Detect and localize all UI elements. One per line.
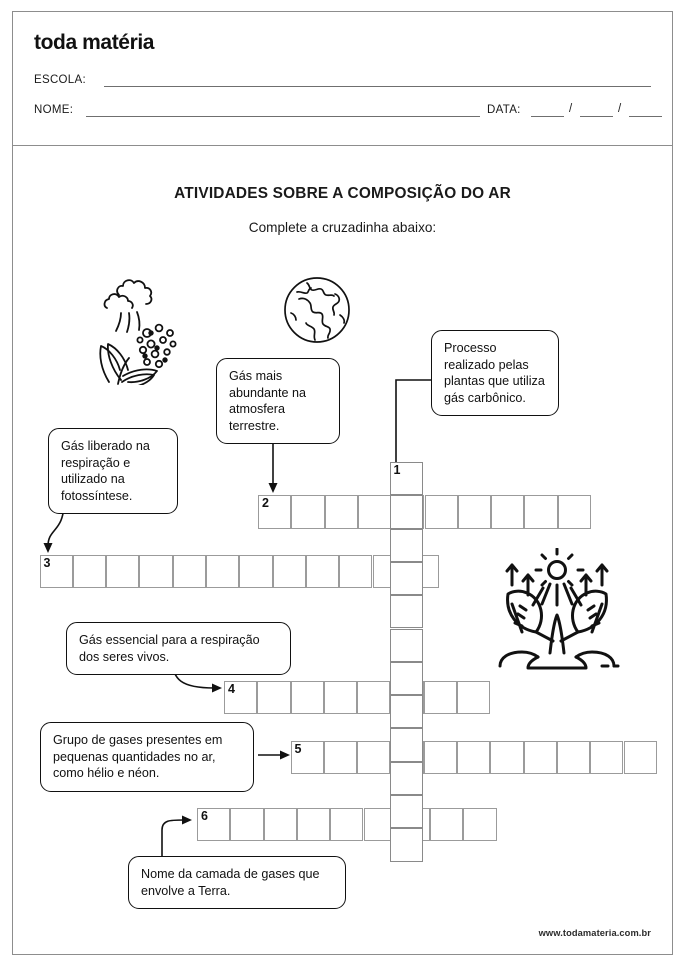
clue-box-oxygen-release: Gás liberado na respiração e utilizado na fotossíntese. — [48, 428, 178, 514]
connector-clue-noble-gases — [258, 745, 298, 765]
crossword-cell-4-2[interactable] — [257, 681, 290, 714]
crossword-cell-2-10[interactable] — [558, 495, 591, 528]
plant-sun-photosynthesis-icon — [490, 548, 624, 670]
crossword-number-2: 2 — [262, 496, 269, 511]
crossword-cell-4-3[interactable] — [291, 681, 324, 714]
crossword-cell-1-11[interactable] — [390, 795, 423, 828]
crossword-cell-5-11[interactable] — [624, 741, 657, 774]
crossword-cell-3-1[interactable] — [40, 555, 73, 588]
connector-clue-most-abundant — [264, 443, 284, 498]
crossword-cell-6-3[interactable] — [264, 808, 297, 841]
crossword-cell-2-2[interactable] — [291, 495, 324, 528]
page-subtitle: Complete a cruzadinha abaixo: — [248, 220, 437, 235]
globe-earth-icon — [277, 270, 357, 350]
clue-box-atmosphere-layer: Nome da camada de gases que envolve a Terra. — [128, 856, 346, 909]
crossword-cell-3-4[interactable] — [139, 555, 172, 588]
date-slash-1: / — [569, 103, 573, 115]
crossword-cell-1-12[interactable] — [390, 828, 423, 861]
crossword-cell-1-8[interactable] — [390, 695, 423, 728]
school-input-line[interactable] — [104, 86, 651, 87]
crossword-cell-3-3[interactable] — [106, 555, 139, 588]
date-slash-2: / — [618, 103, 622, 115]
clue-box-photosynthesis: Processo realizado pelas plantas que utiliza gás carbônico. — [431, 330, 559, 416]
crossword-cell-5-9[interactable] — [557, 741, 590, 774]
date-year-line[interactable] — [629, 116, 662, 117]
crossword-cell-6-8[interactable] — [430, 808, 463, 841]
crossword-cell-6-5[interactable] — [330, 808, 363, 841]
name-label: NOME: — [34, 104, 74, 116]
crossword-cell-5-10[interactable] — [590, 741, 623, 774]
crossword-cell-5-2[interactable] — [324, 741, 357, 774]
crossword-number-1: 1 — [393, 463, 401, 477]
crossword-number-3: 3 — [43, 556, 51, 570]
crossword-cell-2-1[interactable] — [258, 495, 291, 528]
crossword-number-5: 5 — [294, 742, 302, 756]
clue-box-essential-breathing: Gás essencial para a respiração dos seres vivos. — [66, 622, 291, 675]
crossword-cell-2-3[interactable] — [325, 495, 358, 528]
date-label: DATA: — [487, 104, 521, 116]
page-title: ATIVIDADES SOBRE A COMPOSIÇÃO DO AR — [174, 185, 511, 202]
name-input-line[interactable] — [86, 116, 480, 117]
crossword-cell-5-8[interactable] — [524, 741, 557, 774]
crossword-cell-2-8[interactable] — [491, 495, 524, 528]
date-month-line[interactable] — [580, 116, 613, 117]
crossword-cell-1-9[interactable] — [390, 728, 423, 761]
crossword-cell-1-1[interactable] — [390, 462, 423, 495]
crossword-cell-3-8[interactable] — [273, 555, 306, 588]
crossword-cell-3-2[interactable] — [73, 555, 106, 588]
crossword-cell-3-10[interactable] — [339, 555, 372, 588]
crossword-cell-4-8[interactable] — [457, 681, 490, 714]
crossword-cell-5-3[interactable] — [357, 741, 390, 774]
clue-box-most-abundant: Gás mais abundante na atmosfera terrestre. — [216, 358, 340, 444]
crossword-cell-3-5[interactable] — [173, 555, 206, 588]
crossword-cell-6-4[interactable] — [297, 808, 330, 841]
crossword-cell-2-4[interactable] — [358, 495, 391, 528]
crossword-cell-1-2[interactable] — [390, 495, 423, 528]
crossword-cell-5-6[interactable] — [457, 741, 490, 774]
brand-logo: toda matéria — [34, 31, 155, 54]
crossword-cell-2-6[interactable] — [425, 495, 458, 528]
header-divider — [12, 145, 673, 146]
crossword-cell-4-4[interactable] — [324, 681, 357, 714]
crossword-cell-6-2[interactable] — [230, 808, 263, 841]
flower-pollen-icon — [85, 270, 200, 385]
crossword-cell-4-5[interactable] — [357, 681, 390, 714]
crossword-cell-4-7[interactable] — [424, 681, 457, 714]
footer-url: www.todamateria.com.br — [538, 928, 651, 938]
crossword-cell-1-3[interactable] — [390, 529, 423, 562]
crossword-cell-1-4[interactable] — [390, 562, 423, 595]
school-label: ESCOLA: — [34, 74, 86, 86]
crossword-cell-3-7[interactable] — [239, 555, 272, 588]
crossword-cell-2-7[interactable] — [458, 495, 491, 528]
date-day-line[interactable] — [531, 116, 564, 117]
crossword-cell-5-7[interactable] — [490, 741, 523, 774]
crossword-cell-3-9[interactable] — [306, 555, 339, 588]
crossword-cell-1-7[interactable] — [390, 662, 423, 695]
crossword-cell-1-5[interactable] — [390, 595, 423, 628]
clue-box-noble-gases: Grupo de gases presentes em pequenas quantidades no ar, como hélio e néon. — [40, 722, 254, 792]
crossword-number-4: 4 — [228, 682, 235, 696]
crossword-cell-3-6[interactable] — [206, 555, 239, 588]
crossword-cell-2-9[interactable] — [524, 495, 557, 528]
crossword-number-6: 6 — [201, 809, 208, 823]
crossword-cell-1-10[interactable] — [390, 762, 423, 795]
crossword-cell-5-5[interactable] — [424, 741, 457, 774]
crossword-cell-6-9[interactable] — [463, 808, 496, 841]
crossword-cell-1-6[interactable] — [390, 629, 423, 662]
